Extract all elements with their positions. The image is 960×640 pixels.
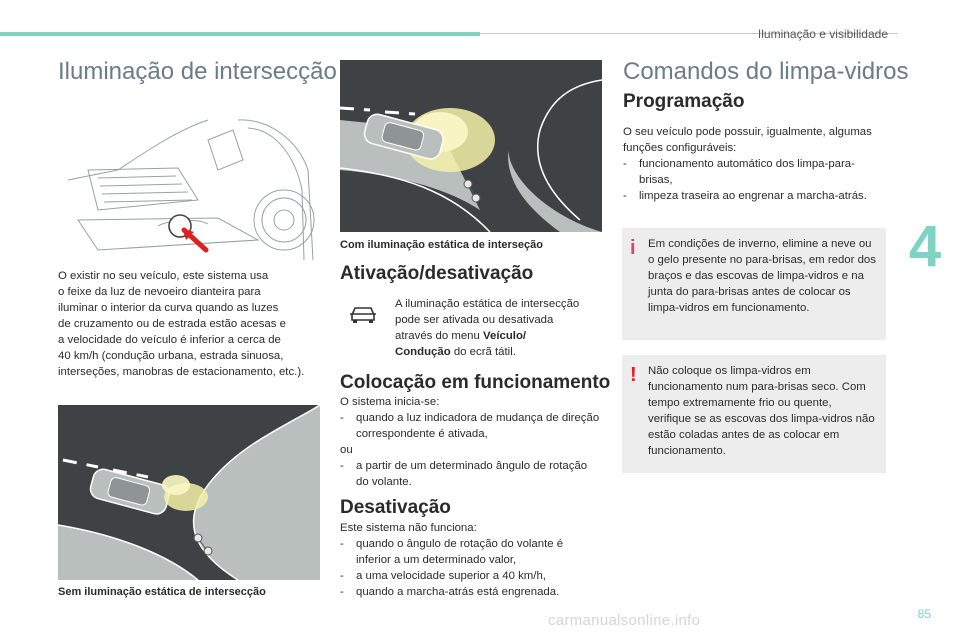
caption-without-lighting: Sem iluminação estática de intersecção <box>58 586 266 598</box>
programming-heading: Programação <box>623 91 745 112</box>
deactivation-text <box>340 520 600 600</box>
programming-item: - limpeza traseira ao engrenar a marcha-atrás. <box>623 188 883 204</box>
deactivation-heading: Desativação <box>340 497 451 518</box>
activation-line: A iluminação estática de intersecção <box>395 298 580 310</box>
activation-line: pode ser ativada ou desativada <box>395 314 554 326</box>
activation-text <box>395 296 605 360</box>
fog-light-illustration <box>58 100 320 260</box>
illustration-without-lighting <box>58 405 320 580</box>
deactivation-item: - quando a marcha-atrás está engrenada. <box>340 584 600 600</box>
info-icon: i <box>630 237 636 259</box>
watermark: carmanualsonline.info <box>548 612 701 629</box>
activation-line <box>395 328 605 344</box>
activation-line <box>395 344 605 360</box>
activation-text-part: através do menu <box>395 330 484 342</box>
operation-item: - a partir de um determinado ângulo de rotação do volante. <box>340 458 600 490</box>
intro-line: interseções, manobras de estacionamento, etc.). <box>58 366 305 378</box>
warning-note <box>622 355 886 473</box>
info-note-text: Em condições de inverno, elimine a neve ou o gelo presente no para-brisas, em redor dos braços e das escovas de limpa-vidros e na junta do para-brisas antes de colocar os limpa-vidros em funcionamento. <box>648 238 876 314</box>
intro-line: O existir no seu veículo, este sistema usa <box>58 270 269 282</box>
menu-name: Condução <box>395 346 451 358</box>
activation-heading: Ativação/desativação <box>340 263 534 284</box>
deactivation-item: - a uma velocidade superior a 40 km/h, <box>340 568 600 584</box>
page-number: 85 <box>917 607 931 621</box>
programming-item: - funcionamento automático dos limpa-para-brisas, <box>623 156 883 188</box>
illustration-with-lighting <box>340 60 602 232</box>
intro-line: a velocidade do veículo é inferior a cerca de <box>58 334 281 346</box>
warning-note-text: Não coloque os limpa-vidros em funcionamento num para-brisas seco. Com tempo extremamente frio ou quente, verifique se as escovas dos limpa-vidros não estão coladas antes de as colocar em funcionamento. <box>648 365 875 457</box>
operation-or: ou <box>340 444 353 456</box>
intro-line: de cruzamento ou de estrada estão acesas e <box>58 318 286 330</box>
intro-paragraph <box>58 268 328 380</box>
accent-bar <box>0 32 480 36</box>
intro-line: iluminar o interior da curva quando as luzes <box>58 302 279 314</box>
menu-name: Veículo/ <box>483 330 527 342</box>
intro-line: o feixe da luz de nevoeiro dianteira para <box>58 286 261 298</box>
car-icon <box>348 303 378 325</box>
chapter-number: 4 <box>908 214 942 279</box>
programming-intro: O seu veículo pode possuir, igualmente, algumas funções configuráveis: <box>623 126 872 154</box>
deactivation-item: - quando o ângulo de rotação do volante é inferior a um determinado valor, <box>340 536 600 568</box>
deactivation-intro: Este sistema não funciona: <box>340 522 477 534</box>
caption-with-lighting: Com iluminação estática de interseção <box>340 239 543 251</box>
info-note <box>622 228 886 340</box>
operation-item: - quando a luz indicadora de mudança de direção correspondente é ativada, <box>340 410 600 442</box>
operation-intro: O sistema inicia-se: <box>340 396 440 408</box>
intro-line: 40 km/h (condução urbana, estrada sinuosa, <box>58 350 284 362</box>
activation-text-part: do ecrã tátil. <box>450 346 516 358</box>
section-header: Iluminação e visibilidade <box>757 27 888 41</box>
programming-text <box>623 124 883 204</box>
page-title: Iluminação de intersecção <box>58 58 337 85</box>
operation-heading: Colocação em funcionamento <box>340 372 611 393</box>
warning-icon: ! <box>630 364 637 386</box>
wipers-title: Comandos do limpa-vidros <box>623 58 909 85</box>
operation-text <box>340 394 600 490</box>
